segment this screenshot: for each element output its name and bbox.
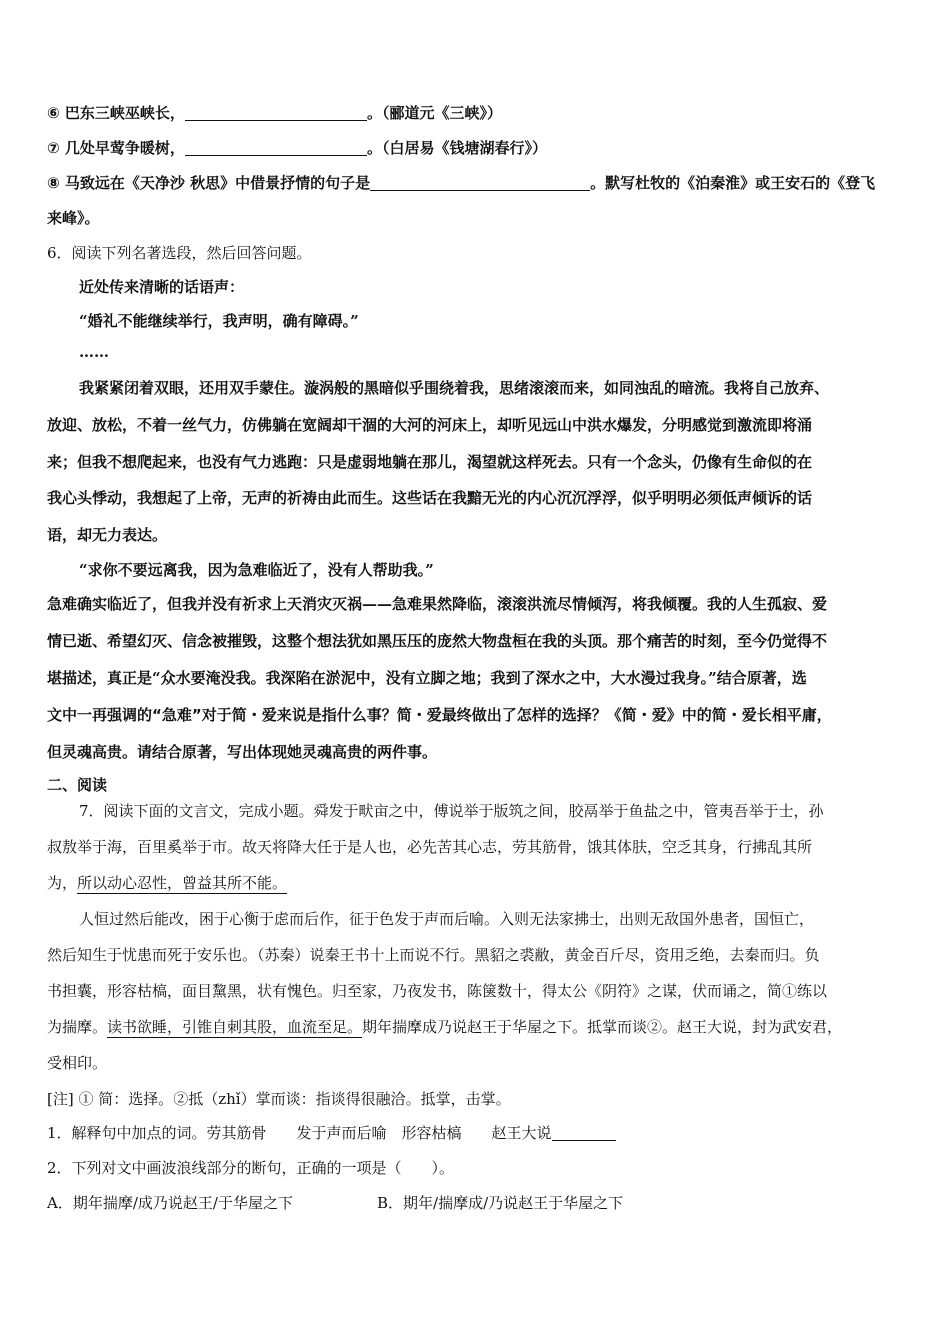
section-heading: 二、阅读 [47,776,108,794]
recitation-7-prefix: ⑦ 几处早莺争暖树， [47,139,185,157]
q6-passage-line: 来；但我不想爬起来，也没有气力逃跑：只是虚弱地躺在那儿，渴望就这样死去。只有一个念头，仍像有生命似的在 [47,453,813,471]
recitation-line-6 [47,102,502,123]
q6-heading: 6．阅读下列名著选段，然后回答问题。 [47,244,312,262]
q6-passage-line: 近处传来清晰的话语声： [79,278,245,296]
q6-passage-line: 放迎、放松，不着一丝气力，仿佛躺在宽阔却干涸的大河的河床上，却听见远山中洪水爆发，分明感觉到激流即将涌 [47,416,813,434]
q7-line7-prefix: 为揣摩。 [47,1018,108,1036]
q7-passage-line: 书担囊，形容枯槁，面目黧黑，状有愧色。归至家，乃夜发书，陈箧数十，得太公《阴符》之谋，伏而诵之，简①练以 [47,982,828,1000]
q6-question-line: 文中一再强调的“急难”对于简・爱来说是指什么事？简・爱最终做出了怎样的选择？《简・爱》中的简・爱长相平庸， [47,706,832,724]
answer-blank[interactable] [552,1125,616,1141]
answer-blank[interactable] [185,140,367,156]
q7-sub1-text: 1．解释句中加点的词。劳其筋骨 发于声而后喻 形容枯槁 赵王大说 [47,1124,552,1142]
recitation-7-suffix: 。（白居易《钱塘湖春行》） [366,139,547,157]
q7-passage-line [47,872,287,893]
recitation-line-8 [47,172,875,193]
answer-blank[interactable] [185,105,367,121]
q7-passage-line: 叔敖举于海，百里奚举于市。故天将降大任于是人也，必先苦其心志，劳其筋骨，饿其体肤，空乏其身，行拂乱其所 [47,838,813,856]
q6-passage-line: 语，却无力表达。 [47,526,168,544]
recitation-8-suffix: 。默写杜牧的《泊秦淮》或王安石的《登飞 [590,174,876,192]
q7-passage-line: 然后知生于忧患而死于安乐也。（苏秦）说秦王书十上而说不行。黑貂之裘敝，黄金百斤尽，资用乏绝，去秦而归。负 [47,946,820,964]
q7-underlined-phrase: 所以动心忍性，曾益其所不能。 [77,874,288,892]
q7-passage-line: 7．阅读下面的文言文，完成小题。舜发于畎亩之中，傅说举于版筑之间，胶鬲举于鱼盐之中，管夷吾举于士，孙 [79,802,824,820]
q7-line3-prefix: 为， [47,874,78,892]
recitation-8-prefix: ⑧ 马致远在《天净沙 秋思》中借景抒情的句子是 [47,174,371,192]
q6-passage-line: 情已逝、希望幻灭、信念被摧毁，这整个想法犹如黑压压的庞然大物盘桓在我的头顶。那个痛苦的时刻，至今仍觉得不 [47,632,828,650]
q7-passage-line: 人恒过然后能改，困于心衡于虑而后作，征于色发于声而后喻。入则无法家拂士，出则无敌国外患者，国恒亡， [79,910,815,928]
q7-sub-question-1 [47,1122,616,1143]
q7-sub-question-2: 2．下列对文中画波浪线部分的断句，正确的一项是（ ）。 [47,1159,455,1177]
q7-line7-suffix: 期年揣摩成乃说赵王于华屋之下。抵掌而谈②。赵王大说，封为武安君， [362,1018,843,1036]
q6-ellipsis: …… [79,343,109,361]
recitation-6-suffix: 。（郦道元《三峡》） [366,104,502,122]
q6-passage-line: “求你不要远离我，因为急难临近了，没有人帮助我。” [79,561,434,579]
q6-question-line: 但灵魂高贵。请结合原著，写出体现她灵魂高贵的两件事。 [47,743,438,761]
recitation-6-prefix: ⑥ 巴东三峡巫峡长， [47,104,185,122]
q7-option-b[interactable]: B．期年/揣摩成/乃说赵王于华屋之下 [377,1194,624,1212]
recitation-line-7 [47,137,547,158]
q7-underlined-phrase: 读书欲睡，引锥自刺其股，血流至足。 [107,1018,363,1036]
q6-passage-line: 急难确实临近了，但我并没有祈求上天消灾灭祸——急难果然降临，滚滚洪流尽情倾泻，将我倾覆。我的人生孤寂、爱 [47,595,828,613]
answer-blank[interactable] [370,175,590,191]
q6-passage-line: “婚礼不能继续举行，我声明，确有障碍。” [79,312,359,330]
q7-passage-line: 受相印。 [47,1054,108,1072]
q7-passage-line [47,1016,842,1037]
recitation-line-8-cont: 来峰》。 [47,209,100,227]
q6-passage-line: 我紧紧闭着双眼，还用双手蒙住。漩涡般的黑暗似乎围绕着我，思绪滚滚而来，如同浊乱的暗流。我将自己放弃、 [79,379,830,397]
q7-option-a[interactable]: A．期年揣摩/成乃说赵王/于华屋之下 [47,1194,293,1212]
q6-passage-line: 我心头悸动，我想起了上帝，无声的祈祷由此而生。这些话在我黯无光的内心沉沉浮浮，似乎明明必须低声倾诉的话 [47,489,813,507]
q7-note: [注] ① 简：选择。②抵（zhǐ）掌而谈：指谈得很融洽。抵掌，击掌。 [47,1090,511,1108]
q6-passage-line: 堪描述，真正是“众水要淹没我。我深陷在淤泥中，没有立脚之地；我到了深水之中，大水漫过我身。”结合原著，选 [47,669,807,687]
